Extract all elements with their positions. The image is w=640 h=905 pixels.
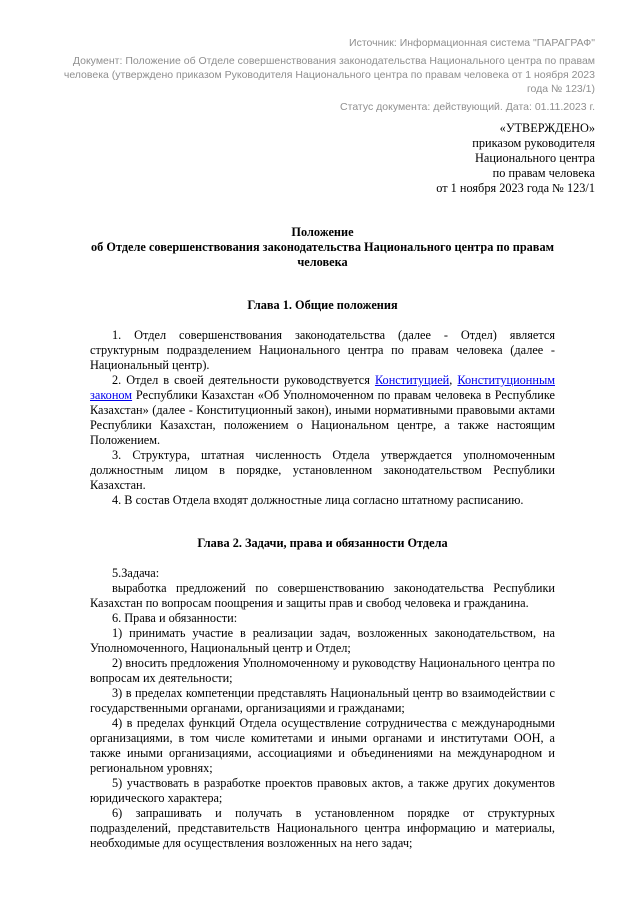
paragraph-1: 1. Отдел совершенствования законодательства (далее - Отдел) является структурным подразделением Национального центра по правам человека (далее - Национальный центр).	[90, 328, 555, 372]
approval-block	[55, 121, 595, 196]
chapter-2-body	[90, 566, 555, 851]
rights-item-3: 3) в пределах компетенции представлять Национальный центр во взаимодействии с государственными органами, организациями и гражданами;	[90, 686, 555, 715]
meta-document-line: Документ: Положение об Отделе совершенствования законодательства Национального центра по правам человека (утверждено приказом Руководителя Национального центра по правам человека от 1 ноября 2023 года № 123/1)	[63, 55, 595, 95]
meta-source-line: Источник: Информационная система "ПАРАГРАФ"	[349, 37, 595, 49]
chapter-2-heading: Глава 2. Задачи, права и обязанности Отдела	[197, 536, 448, 550]
document-title-line2: об Отделе совершенствования законодательства Национального центра по правам человека	[91, 240, 554, 269]
paragraph-2-separator: ,	[449, 373, 458, 387]
document-meta	[55, 36, 595, 114]
chapter-1-heading: Глава 1. Общие положения	[247, 298, 398, 312]
task-label: 5.Задача:	[112, 566, 160, 580]
paragraph-4: 4. В состав Отдела входят должностные лица согласно штатному расписанию.	[112, 493, 524, 507]
task-text: выработка предложений по совершенствованию законодательства Республики Казахстан по вопросам поощрения и защиты прав и свобод человека и гражданина.	[90, 581, 555, 610]
paragraph-2	[90, 373, 555, 448]
rights-item-5: 5) участвовать в разработке проектов правовых актов, а также других документов юридического характера;	[90, 776, 555, 805]
approval-line: приказом руководителя	[472, 136, 595, 150]
approval-line: «УТВЕРЖДЕНО»	[499, 121, 595, 135]
constitution-link[interactable]: Конституцией	[374, 373, 450, 387]
approval-line: Национального центра	[475, 151, 595, 165]
paragraph-2-text-after: Республики Казахстан «Об Уполномоченном по правам человека в Республике Казахстан» (далее - Конституционный закон), иными нормативными правовыми актами Республики Казахстан, положением о Национальном центре, а также настоящим Положением.	[90, 388, 555, 447]
rights-item-6: 6) запрашивать и получать в установленном порядке от структурных подразделений, представительств Национального центра информацию и материалы, необходимые для осуществления возложенных на него задач;	[90, 806, 555, 850]
rights-label: 6. Права и обязанности:	[112, 611, 238, 625]
meta-status-line: Статус документа: действующий. Дата: 01.11.2023 г.	[340, 101, 595, 113]
document-title-line1: Положение	[291, 225, 354, 239]
chapter-1-body	[90, 328, 555, 508]
approval-line: от 1 ноября 2023 года № 123/1	[436, 181, 595, 195]
constitutional-law-link[interactable]: Конституционным законом	[90, 373, 555, 402]
document-title	[90, 225, 555, 270]
approval-line: по правам человека	[492, 166, 595, 180]
paragraph-3: 3. Структура, штатная численность Отдела утверждается уполномоченным должностным лицом в порядке, установленном законодательством Республики Казахстан.	[90, 448, 555, 492]
rights-item-4: 4) в пределах функций Отдела осуществление сотрудничества с международными организациями, в том числе комитетами и иными органами и институтами ООН, а также иными организациями, ассоциациями и объединениями на международном и региональном уровнях;	[90, 716, 555, 775]
rights-item-2: 2) вносить предложения Уполномоченному и руководству Национального центра по вопросам их деятельности;	[90, 656, 555, 685]
paragraph-2-text-before: 2. Отдел в своей деятельности руководствуется	[112, 373, 375, 387]
rights-item-1: 1) принимать участие в реализации задач, возложенных законодательством, на Уполномоченного, Национальный центр и Отдел;	[90, 626, 555, 655]
